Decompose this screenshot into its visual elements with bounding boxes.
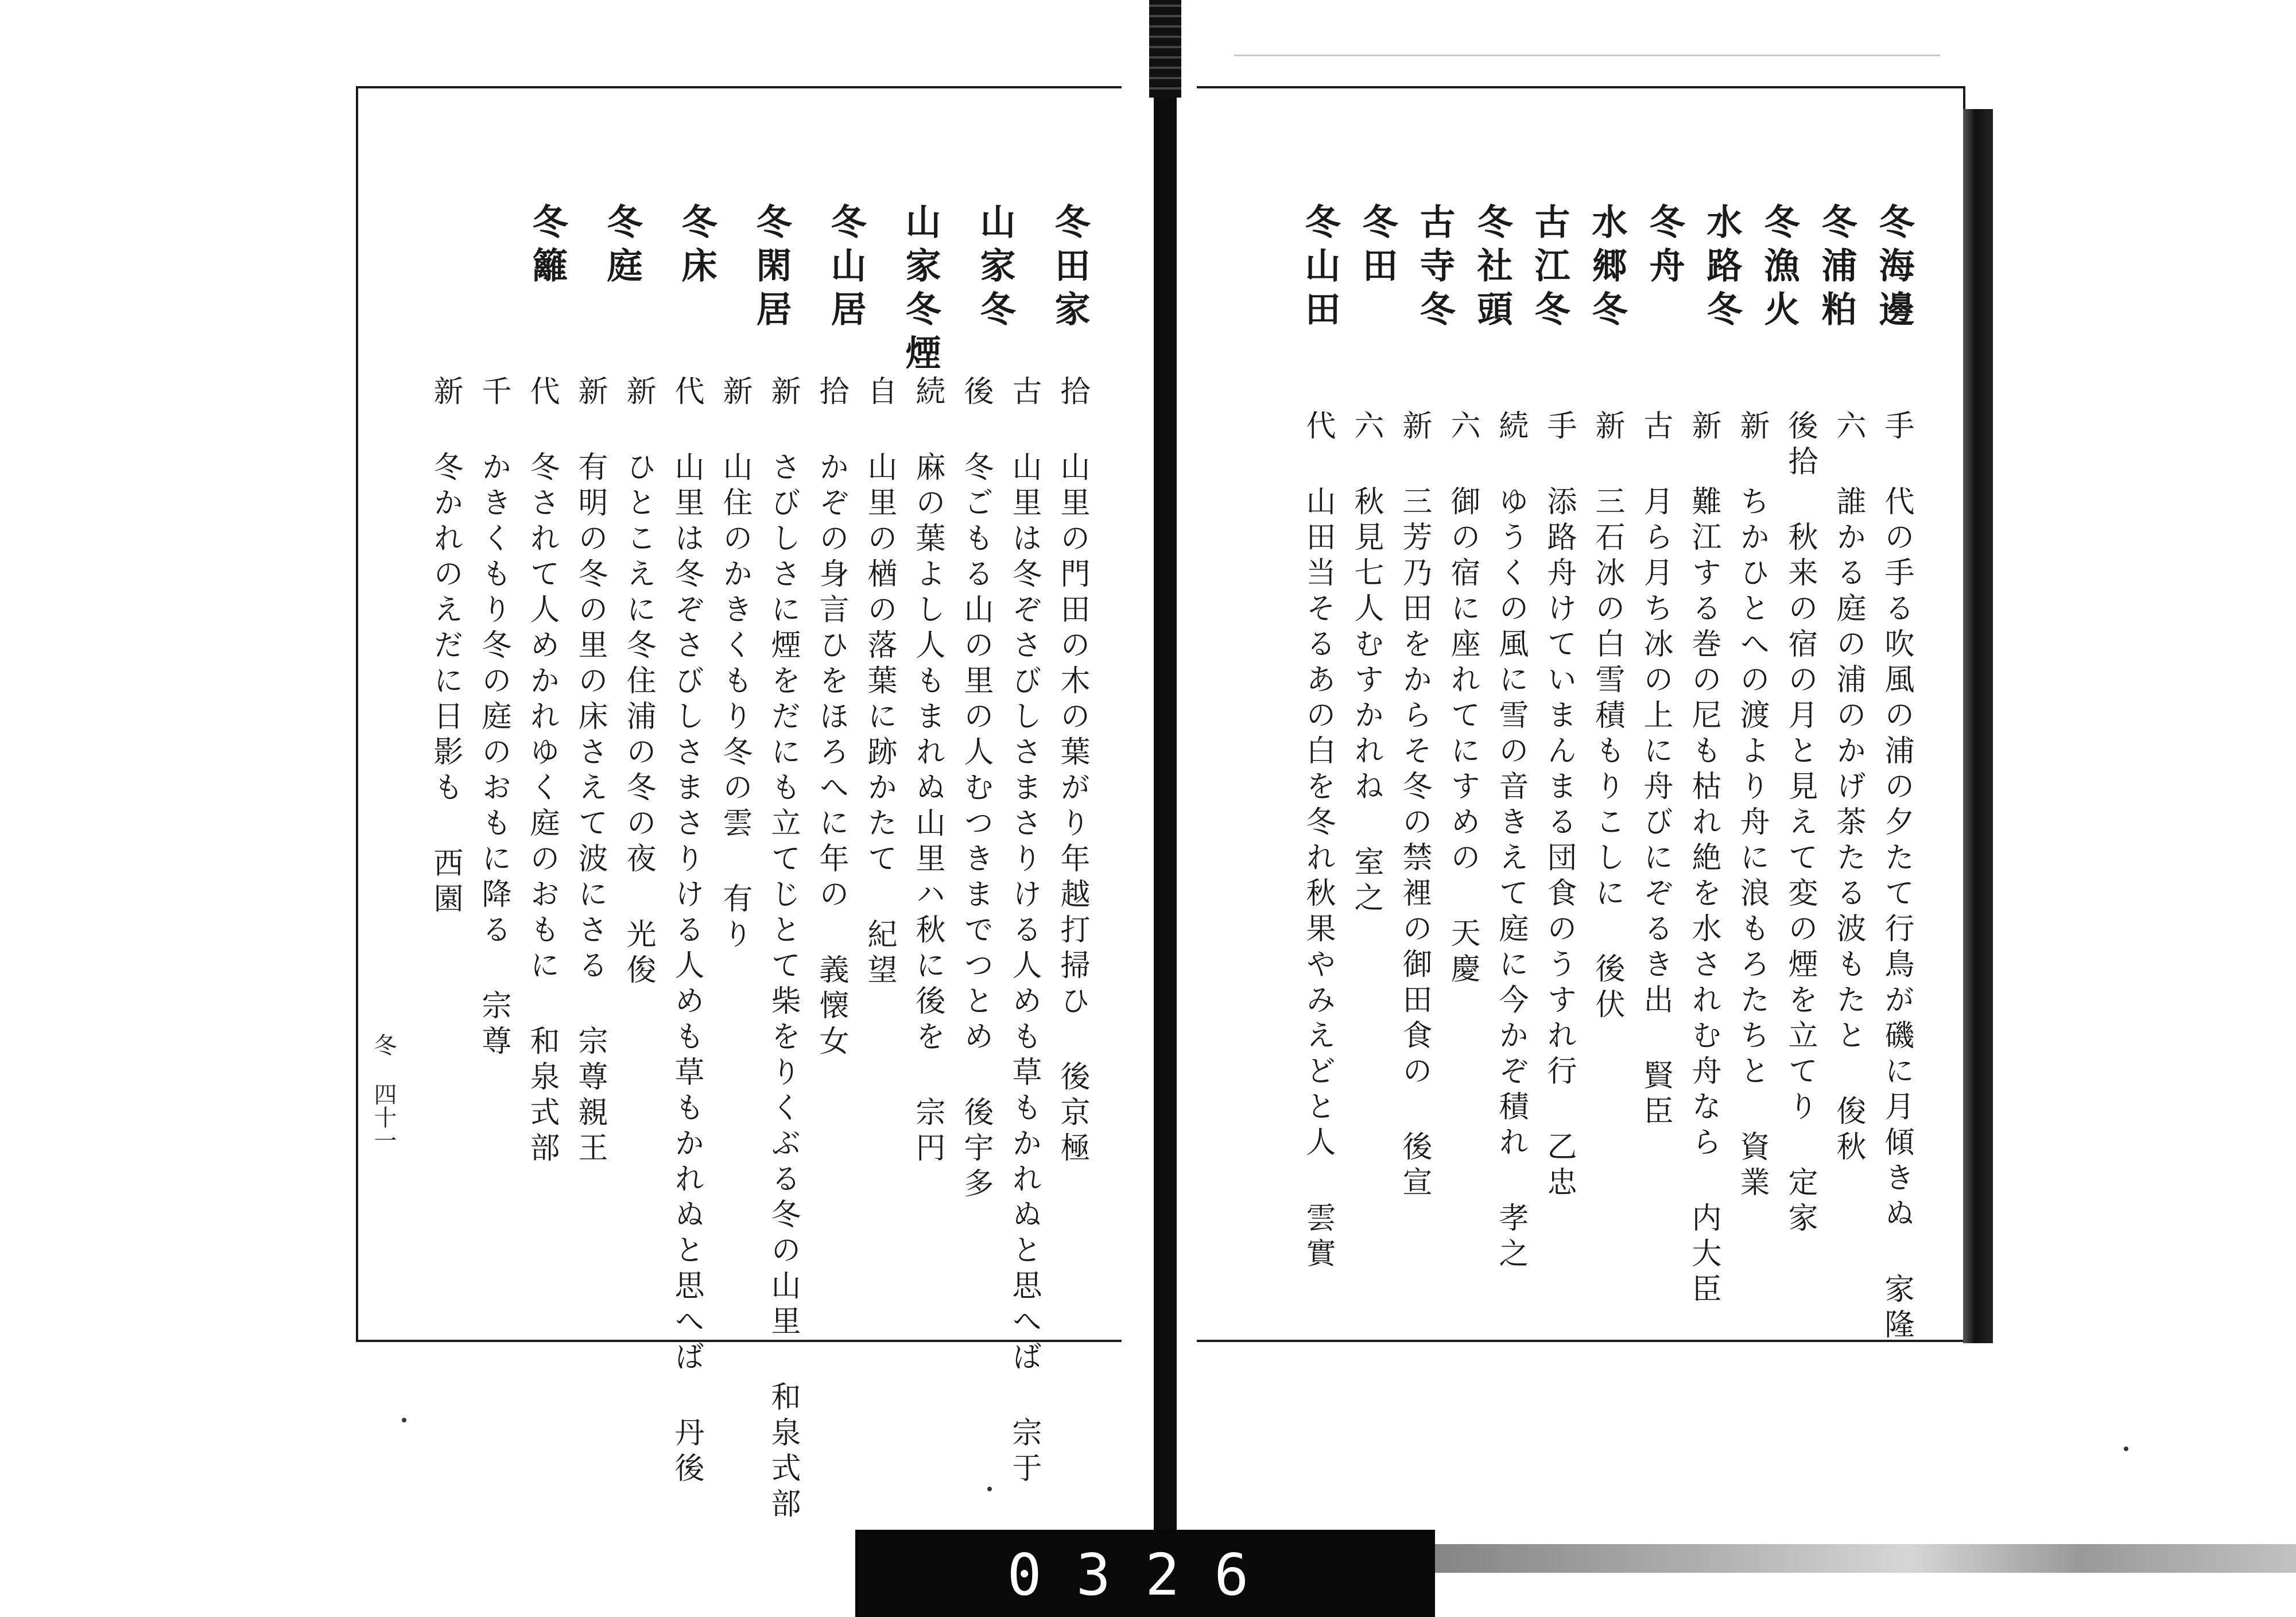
left-page-poem-column: 続 麻の葉よし人もまれぬ山里ハ秋に後を 宗円 bbox=[910, 375, 945, 1168]
left-page-poem-title: 冬閑居 bbox=[750, 203, 792, 334]
right-page-poem-title: 冬舟 bbox=[1643, 203, 1685, 290]
film-frame-number-strip bbox=[855, 1530, 1435, 1617]
right-page-poem-column: 手 添路舟けていまんまる団食のうすれ行 乙忠 bbox=[1542, 410, 1576, 1202]
left-page-poem-title: 冬床 bbox=[676, 203, 718, 290]
frame-number: 0326 bbox=[1007, 1541, 1283, 1608]
right-page bbox=[1197, 86, 1965, 1342]
right-page-poem-title: 古江冬 bbox=[1529, 203, 1570, 334]
left-page-poem-column: 新 山住のかきくもり冬の雲 有り bbox=[718, 375, 752, 954]
right-page-poem-column: 新 ちかひとへの渡より舟に浪もろたちと 資業 bbox=[1735, 410, 1769, 1202]
left-page-poem-column: 新 さびしさに煙をだにも立てじとて柴をりくぶる冬の山里 和泉式部 bbox=[766, 375, 800, 1523]
left-page-poem-column: 拾 山里の門田の木の葉がり年越打掃ひ 後京極 bbox=[1055, 375, 1089, 1168]
right-page-poem-title: 冬漁火 bbox=[1758, 203, 1800, 334]
right-page-edge-shadow bbox=[1963, 109, 1993, 1343]
left-page-poem-title: 冬庭 bbox=[601, 203, 643, 290]
left-page-poem-column: 後 冬ごもる山の里の人むつきまでつとめ 後宇多 bbox=[959, 375, 993, 1203]
right-page-poem-title: 水郷冬 bbox=[1586, 203, 1628, 334]
left-page bbox=[356, 86, 1122, 1523]
left-page-poem-title: 冬山居 bbox=[825, 203, 867, 334]
right-page-poem-column: 手 代の手る吹風の浦の夕たて行鳥が磯に月傾きぬ 家隆 bbox=[1879, 410, 1914, 1344]
right-page-poem-title: 冬社頭 bbox=[1471, 203, 1513, 334]
book-spine bbox=[1154, 0, 1177, 1617]
right-page-poem-column: 古 月ら月ち冰の上に舟びにぞるき出 賢臣 bbox=[1638, 410, 1673, 1131]
right-page-poem-column: 後拾 秋来の宿の月と見えて変の煙を立てり 定家 bbox=[1783, 410, 1817, 1238]
left-page-poem-column: 古 山里は冬ぞさびしさまさりける人めも草もかれぬと思へば 宗于 bbox=[1007, 375, 1041, 1488]
left-page-poem-column: 自 山里の楢の落葉に跡かたて 紀望 bbox=[862, 375, 897, 990]
right-page-top-edge bbox=[1234, 55, 1940, 56]
left-page-poem-column: 代 山里は冬ぞさびしさまさりける人めも草もかれぬと思へば 丹後 bbox=[669, 375, 704, 1488]
left-page-poem-column: 新 ひとこえに冬住浦の冬の夜 光俊 bbox=[621, 375, 656, 990]
left-page-poem-title: 冬田家 bbox=[1049, 203, 1091, 334]
scan-speck bbox=[402, 1418, 406, 1422]
left-page-poem-column: 代 冬されて人めかれゆく庭のおもに 和泉式部 bbox=[525, 375, 559, 1168]
right-page-poem-title: 冬浦粕 bbox=[1816, 203, 1857, 334]
right-page-poem-column: 新 三芳乃田をからそ冬の禁裡の御田食の 後宣 bbox=[1397, 410, 1432, 1202]
right-page-poem-column: 六 秋見七人むすかれね 室之 bbox=[1349, 410, 1383, 917]
scan-smear bbox=[1435, 1544, 2296, 1573]
left-page-poem-title: 冬籬 bbox=[526, 203, 568, 290]
right-page-poem-column: 新 難江する巻の尼も枯れ絶を水されむ舟なら 内大臣 bbox=[1686, 410, 1721, 1309]
right-page-poem-column: 六 御の宿に座れてにすめの 天慶 bbox=[1445, 410, 1480, 988]
right-page-poem-title: 古寺冬 bbox=[1414, 203, 1456, 334]
left-page-poem-title: 山家冬煙 bbox=[899, 203, 941, 378]
left-page-poem-column: 新 有明の冬の里の床さえて波にさる 宗尊親王 bbox=[573, 375, 607, 1168]
right-page-poem-title: 冬田 bbox=[1356, 203, 1398, 290]
right-page-poem-column: 続 ゆうくの風に雪の音きえて庭に今かぞ積れ 孝之 bbox=[1494, 410, 1528, 1273]
left-page-poem-column: 千 かきくもり冬の庭のおもに降る 宗尊 bbox=[476, 375, 511, 1061]
scan-speck bbox=[987, 1487, 992, 1491]
scan-speck bbox=[2124, 1447, 2128, 1451]
right-page-poem-title: 冬海邊 bbox=[1873, 203, 1915, 334]
left-page-poem-column: 新 冬かれのえだに日影も 西園 bbox=[428, 375, 463, 918]
right-page-poem-title: 水路冬 bbox=[1701, 203, 1743, 334]
book-spine-binding bbox=[1149, 0, 1181, 98]
right-page-poem-title: 冬山田 bbox=[1299, 203, 1341, 334]
left-page-poem-title: 山家冬 bbox=[974, 203, 1016, 334]
left-page-poem-column: 拾 かぞの身言ひをほろへに年の 義懐女 bbox=[814, 375, 848, 1061]
right-page-poem-column: 新 三石冰の白雪積もりこしに 後伏 bbox=[1590, 410, 1624, 1024]
page-marker: 冬 四十一 bbox=[370, 1033, 397, 1151]
right-page-poem-column: 代 山田当そるあの白を冬れ秋果やみえどと人 雲實 bbox=[1301, 410, 1335, 1273]
right-page-poem-column: 六 誰かる庭の浦のかげ茶たる波もたと 俊秋 bbox=[1831, 410, 1865, 1166]
